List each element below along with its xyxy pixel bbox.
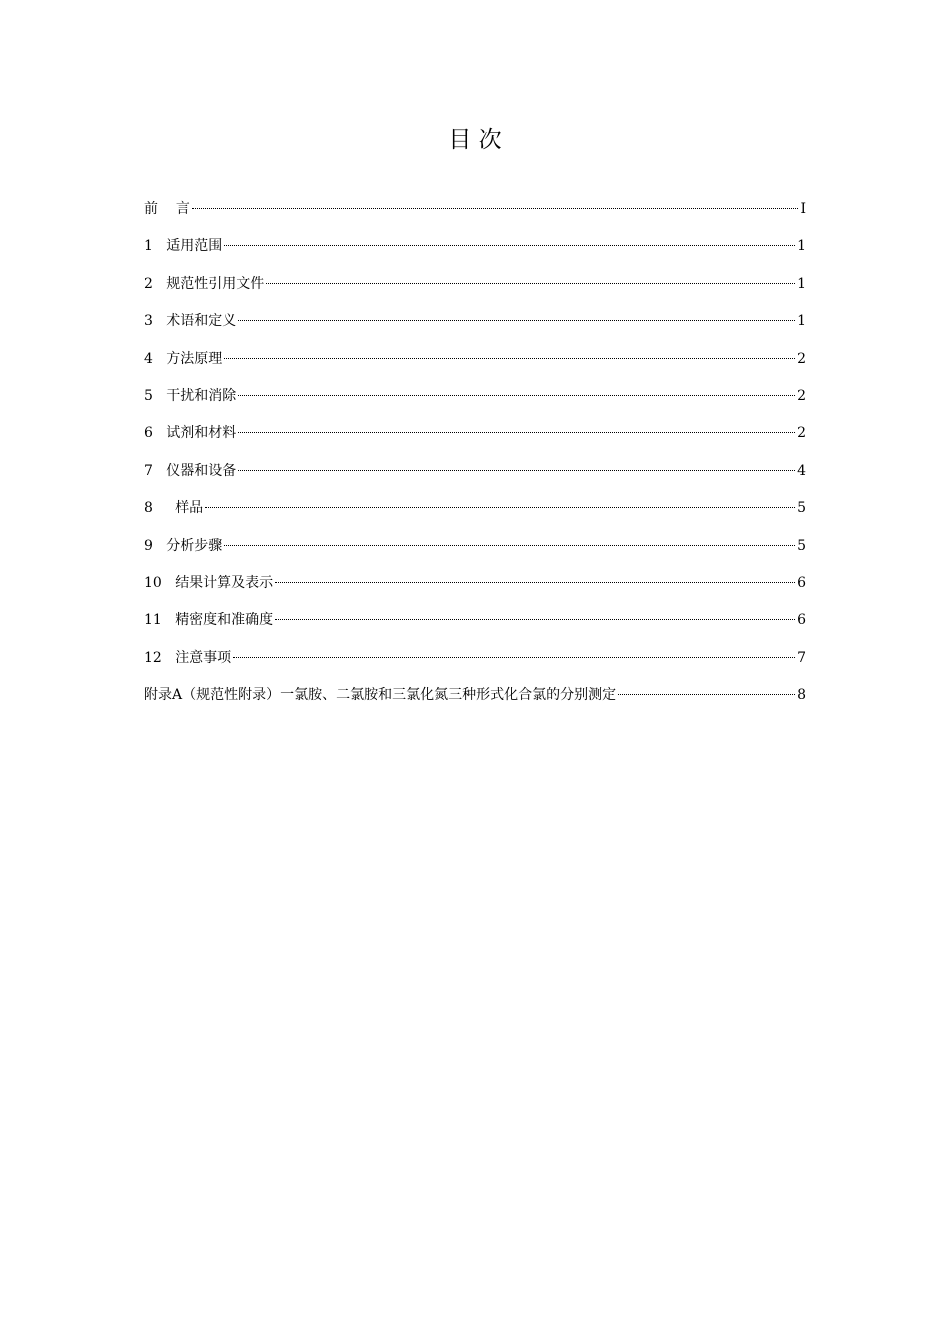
toc-entry-label: （规范性附录）一氯胺、二氯胺和三氯化氮三种形式化合氯的分别测定 (182, 687, 617, 704)
toc-entry[interactable] (144, 197, 806, 234)
toc-leader-dots (275, 582, 795, 583)
toc-entry-gap (158, 197, 176, 221)
toc-leader-dots (275, 619, 795, 620)
toc-entry-label: 试剂和材料 (166, 425, 237, 442)
toc-entry-label: 分析步骤 (166, 537, 223, 554)
toc-entry[interactable] (144, 459, 806, 496)
toc-entry-gap (153, 234, 166, 258)
toc-entry-gap (153, 459, 166, 483)
toc-entry-number: 12 (144, 649, 162, 666)
toc-entry-number: 11 (144, 612, 162, 629)
toc-entry-label: 术语和定义 (166, 313, 237, 330)
toc-entry-label: 仪器和设备 (166, 462, 237, 479)
toc-entry-number: 附录A (144, 687, 183, 704)
toc-entry-number: 6 (144, 425, 153, 442)
toc-entry-page: 6 (797, 574, 806, 591)
page-title: 目 次 (448, 127, 502, 153)
toc-entry-number: 3 (144, 313, 153, 330)
toc-entry-label: 样品 (175, 500, 204, 517)
toc-entry-gap (153, 309, 166, 333)
toc-entry-page: 6 (797, 612, 806, 629)
toc-entry[interactable] (144, 608, 806, 645)
toc-entry-label: 结果计算及表示 (175, 574, 274, 591)
toc-leader-dots (238, 395, 795, 396)
toc-entry-page: 1 (797, 238, 806, 255)
table-of-contents (144, 197, 806, 720)
toc-entry-label: 方法原理 (166, 350, 223, 367)
toc-entry-gap (153, 534, 166, 558)
toc-entry-page: 5 (797, 537, 806, 554)
toc-entry-label: 言 (175, 201, 190, 217)
toc-leader-dots (224, 545, 795, 546)
toc-entry[interactable] (144, 646, 806, 683)
toc-entry-page: 2 (797, 350, 806, 367)
toc-entry-number: 7 (144, 462, 153, 479)
toc-leader-dots (238, 320, 795, 321)
toc-entry-gap (153, 272, 166, 296)
toc-entry-number: 1 (144, 238, 153, 255)
toc-entry-number: 8 (144, 500, 153, 517)
toc-entry-gap (162, 608, 175, 632)
toc-entry-number: 2 (144, 275, 153, 292)
toc-leader-dots (238, 470, 795, 471)
toc-entry[interactable] (144, 234, 806, 271)
toc-entry-gap (162, 646, 175, 670)
toc-entry[interactable] (144, 496, 806, 533)
toc-entry-page: 2 (797, 387, 806, 404)
toc-entry[interactable] (144, 272, 806, 309)
toc-entry[interactable] (144, 347, 806, 384)
toc-entry-label: 规范性引用文件 (166, 275, 265, 292)
toc-leader-dots (233, 657, 795, 658)
toc-entry-page: I (800, 201, 806, 217)
toc-entry-page: 8 (797, 687, 806, 704)
toc-entry-gap (162, 571, 175, 595)
toc-entry-gap (153, 347, 166, 371)
toc-entry-label: 精密度和准确度 (175, 612, 274, 629)
toc-entry-number: 9 (144, 537, 153, 554)
toc-entry[interactable] (144, 534, 806, 571)
toc-entry[interactable] (144, 421, 806, 458)
toc-leader-dots (192, 208, 799, 209)
toc-entry[interactable] (144, 384, 806, 421)
toc-leader-dots (266, 283, 795, 284)
toc-entry[interactable] (144, 571, 806, 608)
toc-entry-label: 干扰和消除 (166, 387, 237, 404)
toc-entry-page: 5 (797, 500, 806, 517)
toc-entry-label: 注意事项 (175, 649, 232, 666)
toc-entry-number: 前 (144, 201, 158, 217)
toc-leader-dots (238, 432, 795, 433)
toc-entry-label: 适用范围 (166, 238, 223, 255)
toc-leader-dots (224, 245, 795, 246)
toc-entry-gap (153, 384, 166, 408)
toc-entry-page: 4 (797, 462, 806, 479)
toc-leader-dots (618, 694, 795, 695)
toc-entry-number: 10 (144, 574, 162, 591)
toc-entry-gap (153, 421, 166, 445)
toc-entry-number: 4 (144, 350, 153, 367)
toc-leader-dots (224, 358, 795, 359)
toc-entry[interactable] (144, 309, 806, 346)
toc-entry-page: 1 (797, 313, 806, 330)
toc-entry-gap (153, 496, 175, 520)
toc-entry-number: 5 (144, 387, 153, 404)
toc-leader-dots (205, 507, 795, 508)
toc-entry[interactable] (144, 683, 806, 720)
toc-entry-page: 1 (797, 275, 806, 292)
toc-entry-page: 7 (797, 649, 806, 666)
toc-entry-page: 2 (797, 425, 806, 442)
